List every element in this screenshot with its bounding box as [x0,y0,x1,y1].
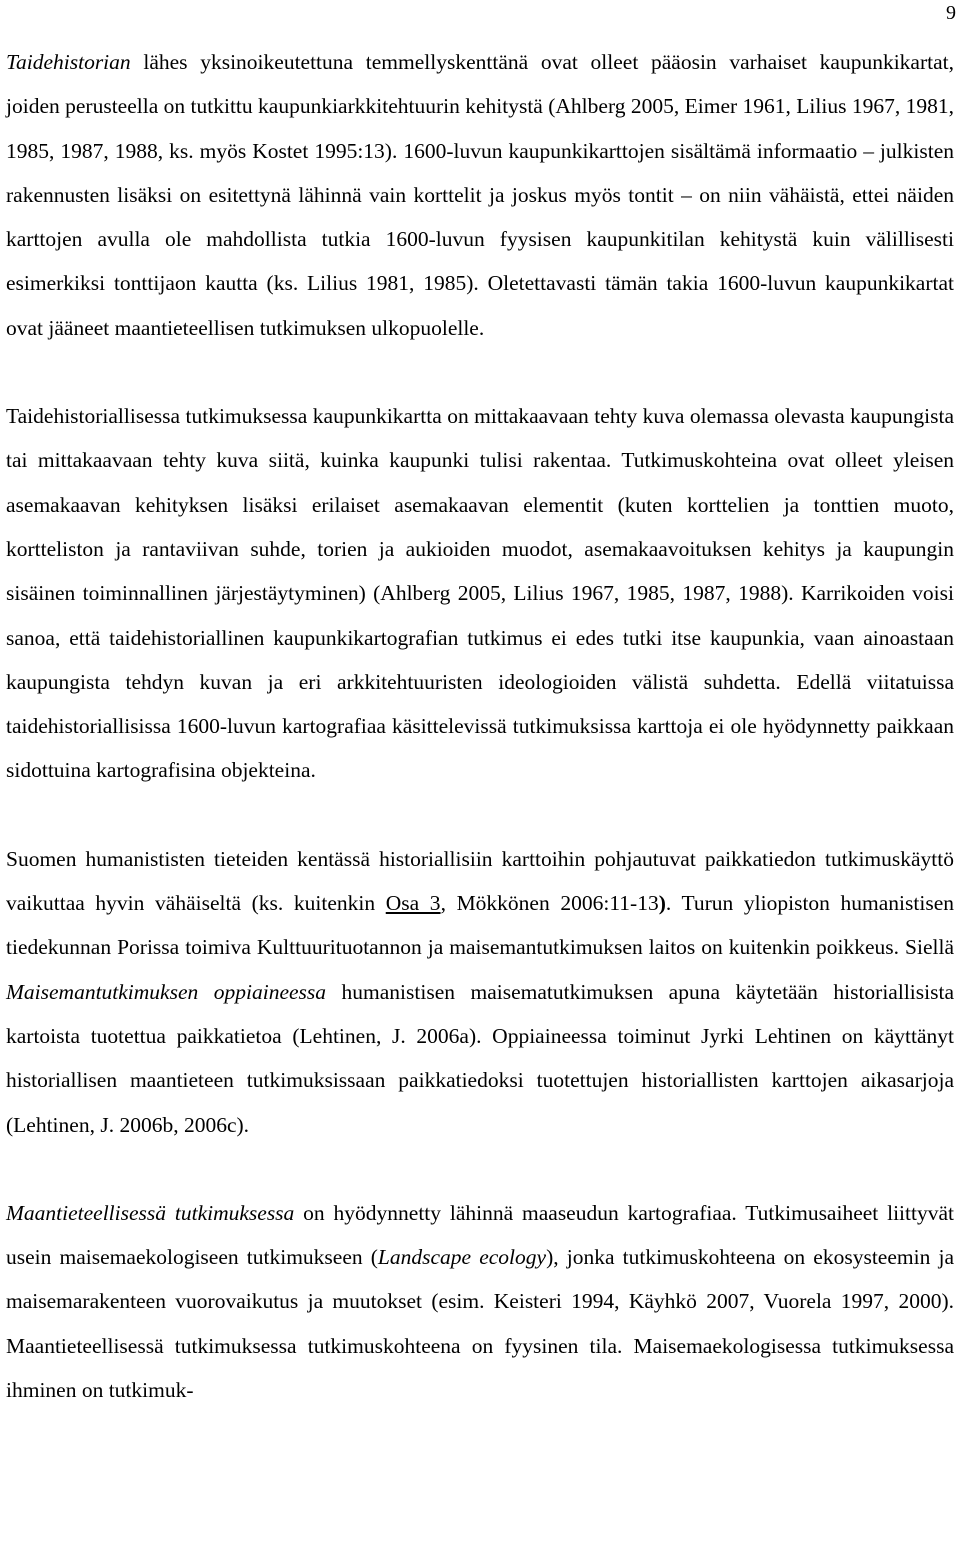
paragraph [6,40,954,350]
paragraph [6,394,954,793]
document-body [6,40,954,1412]
text-run: lähes yksinoikeutettuna temmellyskenttänä ovat olleet pääosin varhaiset kaupunkikartat, joiden perusteella on tutkittu kaupunkiarkkitehtuurin kehitystä (Ahlberg 2005, Eimer 1961, Lilius 1967, 1981, 1985, 1987, 1988, ks. myös Kostet 1995:13). 1600-luvun kaupunkikarttojen sisältämä informaatio – julkisten rakennusten lisäksi on esitettynä lähinnä vain korttelit ja joskus myös tontit – on niin vähäistä, ettei näiden karttojen avulla ole mahdollista tutkia 1600-luvun fyysisen kaupunkitilan kehitystä kuin välillisesti esimerkiksi tonttijaon kautta (ks. Lilius 1981, 1985). Oletettavasti tämän takia 1600-luvun kaupunkikartat ovat jääneet maantieteellisen tutkimuksen ulkopuolelle. [6,50,954,340]
italic-text: Maantieteellisessä tutkimuksessa [6,1200,295,1225]
text-run: . Turun yliopiston humanistisen tiedekunnan Porissa toimiva Kulttuurituotannon ja maisemantutkimuksen laitos on kuitenkin poikkeus. Siellä [6,891,955,960]
text-run: , Mökkönen 2006:11-13 [440,891,659,916]
text-run: Taidehistoriallisessa tutkimuksessa kaupunkikartta on mittakaavaan tehty kuva olemassa olevasta kaupungista tai mittakaavaan tehty kuva siitä, kuinka kaupunki tulisi rakentaa. Tutkimuskohteina ovat olleet yleisen asemakaavan kehityksen lisäksi erilaiset asemakaavan elementit (kuten korttelien ja tonttien muoto, kortteliston ja rantaviivan suhde, torien ja aukioiden muodot, asemakaavoituksen kehitys ja kaupungin sisäinen toiminnallinen järjestäytyminen) (Ahlberg 2005, Lilius 1967, 1985, 1987, 1988). Karrikoiden voisi sanoa, että taidehistoriallinen kaupunkikartografian tutkimus ei edes tutki itse kaupunkia, vaan ainoastaan kaupungista tehdyn kuvan ja eri arkkitehtuuristen ideologioiden välistä suhdetta. Edellä viitatuissa taidehistoriallisissa 1600-luvun kartografiaa käsittelevissä tutkimuksissa karttoja ei ole hyödynnetty paikkaan sidottuina kartografisina objekteina. [6,404,954,783]
cross-reference-link[interactable]: Osa 3 [385,891,441,916]
italic-text: Taidehistorian [6,50,131,74]
paragraph [6,837,954,1147]
italic-text: Maisemantutkimuksen oppiaineessa [6,979,327,1004]
text-run: ), jonka tutkimuskohteena on ekosysteemin ja maisemarakenteen vuorovaikutus ja muutokset (esim. Keisteri 1994, Käyhkö 2007, Vuorela 1997, 2000). Maantieteellisessä tutkimuksessa tutkimuskohteena on fyysinen tila. Maisemaekologisessa tutkimuksessa ihminen on tutkimuk- [6,1245,954,1403]
text-run: on hyödynnetty lähinnä maaseudun kartografiaa. Tutkimusaiheet liittyvät usein maisemaekologiseen tutkimukseen ( [6,1200,954,1270]
text-run: Suomen humanististen tieteiden kentässä historiallisiin karttoihin pohjautuvat paikkatiedon tutkimuskäyttö vaikuttaa hyvin vähäiseltä (ks. kuitenkin [6,846,954,916]
text-run: humanistisen maisematutkimuksen apuna käytetään historiallisista kartoista tuotettua paikkatietoa (Lehtinen, J. 2006a). Oppiaineessa toiminut Jyrki Lehtinen on käyttänyt historiallisen maantieteen tutkimuksissaan paikkatiedoksi tuotettujen historiallisten karttojen aikasarjoja (Lehtinen, J. 2006b, 2006c). [6,979,954,1137]
italic-text: Landscape ecology [377,1245,547,1270]
page-number: 9 [946,2,956,24]
bold-text: ) [658,891,666,916]
paragraph [6,1191,954,1412]
